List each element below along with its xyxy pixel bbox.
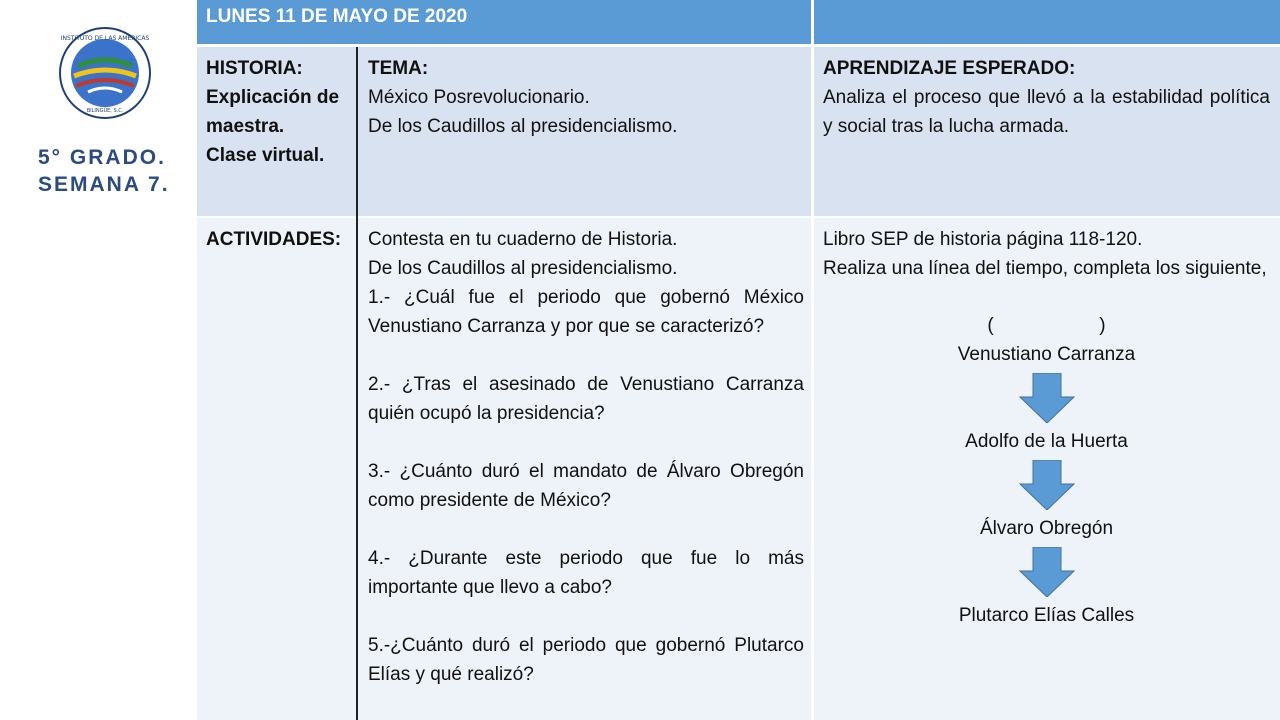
expected-learning-cell [823,54,1270,141]
expected-learning-text: Analiza el proceso que llevó a la estabilidad política y social tras la lucha armada. [823,87,1270,137]
subject-line: Clase virtual. [206,145,325,166]
activities-intro: Contesta en tu cuaderno de Historia. [368,229,678,250]
grade-label [38,144,188,198]
subject-cell [206,54,352,170]
header-cell-date [197,0,811,44]
activities-intro: De los Caudillos al presidencialismo. [368,258,678,279]
logo-text-bottom: BILINGÜE, S.C. [86,108,124,114]
topic-line: De los Caudillos al presidencialismo. [368,116,678,137]
activities-cell [368,225,804,689]
book-reference: Libro SEP de historia página 118-120. [823,229,1143,250]
school-logo [58,26,152,120]
topic-heading: TEMA: [368,58,429,79]
down-arrow-icon [1019,373,1075,423]
lesson-table [197,0,1280,720]
week-line: SEMANA 7. [38,173,170,196]
subject-line: Explicación de [206,87,340,108]
down-arrow-icon [1019,460,1075,510]
question-item: 4.- ¿Durante este periodo que fue lo más importante que llevo a cabo? [368,548,804,598]
topic-cell [368,54,804,141]
question-item: 1.- ¿Cuál fue el periodo que gobernó México Venustiano Carranza y por que se caracterizó? [368,287,804,337]
expected-learning-heading: APRENDIZAJE ESPERADO: [823,58,1076,79]
column-divider [811,47,814,720]
resources-cell [823,225,1270,283]
subject-line: maestra. [206,116,285,137]
blank-parentheses: ( ) [987,315,1106,336]
header-cell-empty [814,0,1280,44]
question-item: 5.-¿Cuánto duró el periodo que gobernó Plutarco Elías y qué realizó? [368,635,804,685]
logo-text-top: INSTITUTO DE LAS AMÉRICAS [60,35,150,42]
topic-line: México Posrevolucionario. [368,87,590,108]
down-arrow-icon [1019,547,1075,597]
timeline-instruction: Realiza una línea del tiempo, completa los siguiente, [823,258,1267,279]
timeline-item: Álvaro Obregón [979,518,1114,539]
timeline-item: Adolfo de la Huerta [965,431,1128,452]
timeline-item: Plutarco Elías Calles [958,605,1135,626]
date-title: LUNES 11 DE MAYO DE 2020 [206,6,468,27]
grade-line: 5° GRADO. [38,146,166,169]
subject-line: HISTORIA: [206,58,303,79]
timeline-diagram [823,311,1270,630]
activities-label: ACTIVIDADES: [206,229,342,250]
question-item: 2.- ¿Tras el asesinado de Venustiano Carranza quién ocupó la presidencia? [368,374,804,424]
timeline-item: Venustiano Carranza [957,344,1136,365]
question-item: 3.- ¿Cuánto duró el mandato de Álvaro Obregón como presidente de México? [368,461,804,511]
column-divider [356,47,358,720]
